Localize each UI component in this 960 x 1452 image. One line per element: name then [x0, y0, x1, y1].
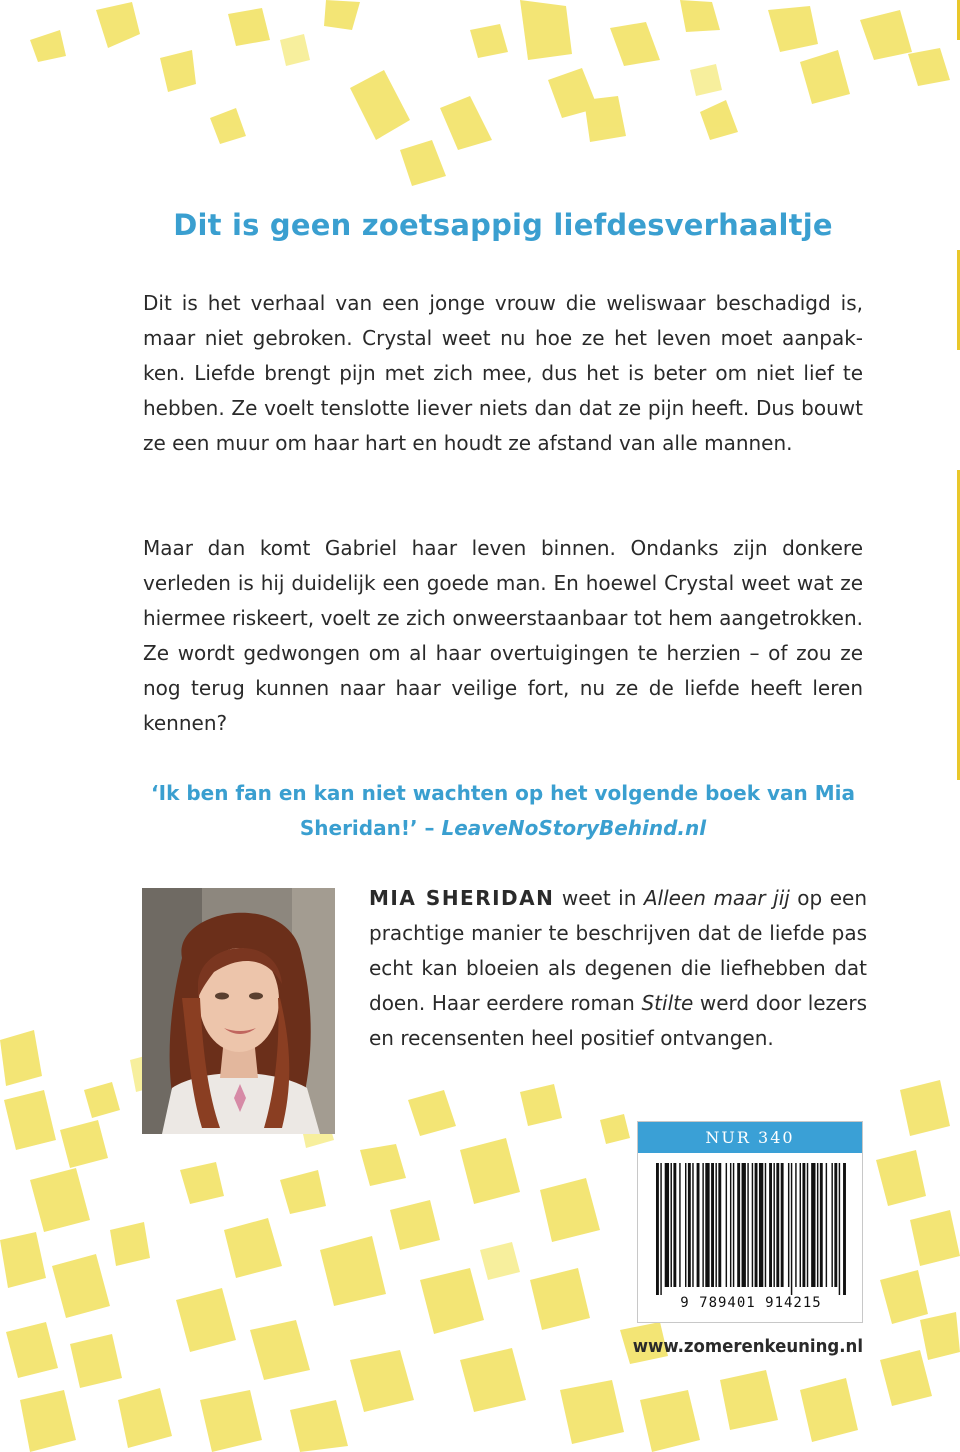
barcode-bar	[718, 1163, 721, 1287]
barcode-bar	[826, 1163, 827, 1287]
barcode-bar	[673, 1163, 676, 1287]
previous-book-title: Stilte	[641, 991, 694, 1015]
barcode-bar	[697, 1163, 700, 1287]
blurb-paragraph-1: Dit is het verhaal van een jonge vrouw die weliswaar beschadigd is, maar niet gebroken. Crystal weet nu hoe ze het leven moet aanpakken. Liefde brengt pijn met zich mee, dus het is beter om niet lief te hebben. Ze voelt tenslotte liever niets dan dat ze pijn heeft. Dus bouwt ze een muur om haar hart en houdt ze afstand van alle mannen.	[143, 291, 863, 455]
review-quote-source: LeaveNoStoryBehind.nl	[441, 816, 707, 840]
barcode-bar	[834, 1163, 837, 1287]
nur-label: NUR 340	[638, 1122, 862, 1153]
author-bio	[369, 881, 867, 1056]
barcode-bar	[795, 1163, 796, 1287]
barcode-bar	[776, 1163, 779, 1287]
author-photo	[142, 888, 335, 1134]
barcode-bar	[711, 1163, 714, 1287]
barcode-bar	[730, 1163, 731, 1287]
book-title: Alleen maar jij	[643, 886, 790, 910]
bio-text-1: weet in	[554, 886, 644, 910]
barcode-bar	[791, 1163, 792, 1295]
barcode-bar	[755, 1163, 758, 1287]
barcode-bar	[788, 1163, 789, 1287]
barcode-bar	[742, 1163, 746, 1287]
barcode-bar	[802, 1163, 805, 1287]
headline: Dit is geen zoetsappig liefdesverhaaltje	[173, 208, 833, 242]
barcode-bar	[679, 1163, 680, 1287]
barcode-bar	[747, 1163, 748, 1287]
barcode-bar	[737, 1163, 740, 1287]
barcode-bar	[665, 1163, 669, 1287]
barcode-bar	[765, 1163, 766, 1287]
blurb-paragraph-2: Maar dan komt Gabriel haar leven binnen. Ondanks zijn donkere verleden is hij duidelijk een goede man. En hoewel Crystal weet wat ze hiermee riskeert, voelt ze zich onweerstaanbaar tot hem aangetrokken. Ze wordt gedwongen om al haar overtuigingen te herzien – of zou ze nog terug kunnen naar haar veilige fort, nu ze de liefde heeft leren kennen?	[143, 536, 863, 735]
barcode-bar	[685, 1163, 686, 1287]
barcode-bar	[688, 1163, 691, 1287]
author-name: MIA SHERIDAN	[369, 886, 555, 910]
review-quote	[143, 776, 863, 846]
barcode-bar	[817, 1163, 818, 1287]
barcode-bar	[773, 1163, 774, 1287]
barcode-bar	[811, 1163, 815, 1287]
barcode-bar	[733, 1163, 734, 1287]
barcode-bar	[702, 1163, 703, 1287]
barcode-bar	[705, 1163, 709, 1287]
barcode-bar	[800, 1163, 801, 1287]
bio-text-3: werd door lezers en recensenten heel positief ontvangen.	[369, 991, 868, 1050]
barcode-bar	[843, 1163, 846, 1295]
publisher-website: www.zomerenkeuning.nl	[632, 1336, 863, 1357]
bio-text-2: op een prachtige manier te beschrijven dat de liefde pas echt kan bloeien als degenen die liefhebben dat doen. Haar eerdere roman	[369, 886, 867, 1015]
barcode-bar	[807, 1163, 808, 1287]
barcode-box	[637, 1121, 863, 1323]
barcode-bar	[660, 1163, 661, 1295]
barcode-bar	[671, 1163, 672, 1287]
barcode-bar	[656, 1163, 659, 1295]
isbn-barcode	[648, 1163, 852, 1303]
barcode-bar	[715, 1163, 716, 1287]
barcode-bar	[726, 1163, 727, 1287]
barcode-bar	[752, 1163, 753, 1287]
barcode-bar	[831, 1163, 832, 1287]
barcode-bar	[781, 1163, 784, 1287]
barcode-bar	[839, 1163, 840, 1295]
barcode-bar	[692, 1163, 693, 1287]
barcode-bar	[759, 1163, 763, 1287]
barcode-bar	[820, 1163, 823, 1287]
review-quote-text: ‘Ik ben fan en kan niet wachten op het volgende boek van Mia Sheridan!’ –	[151, 781, 855, 840]
barcode-bar	[769, 1163, 772, 1287]
isbn-digits: 9 789401 914215	[680, 1295, 822, 1311]
